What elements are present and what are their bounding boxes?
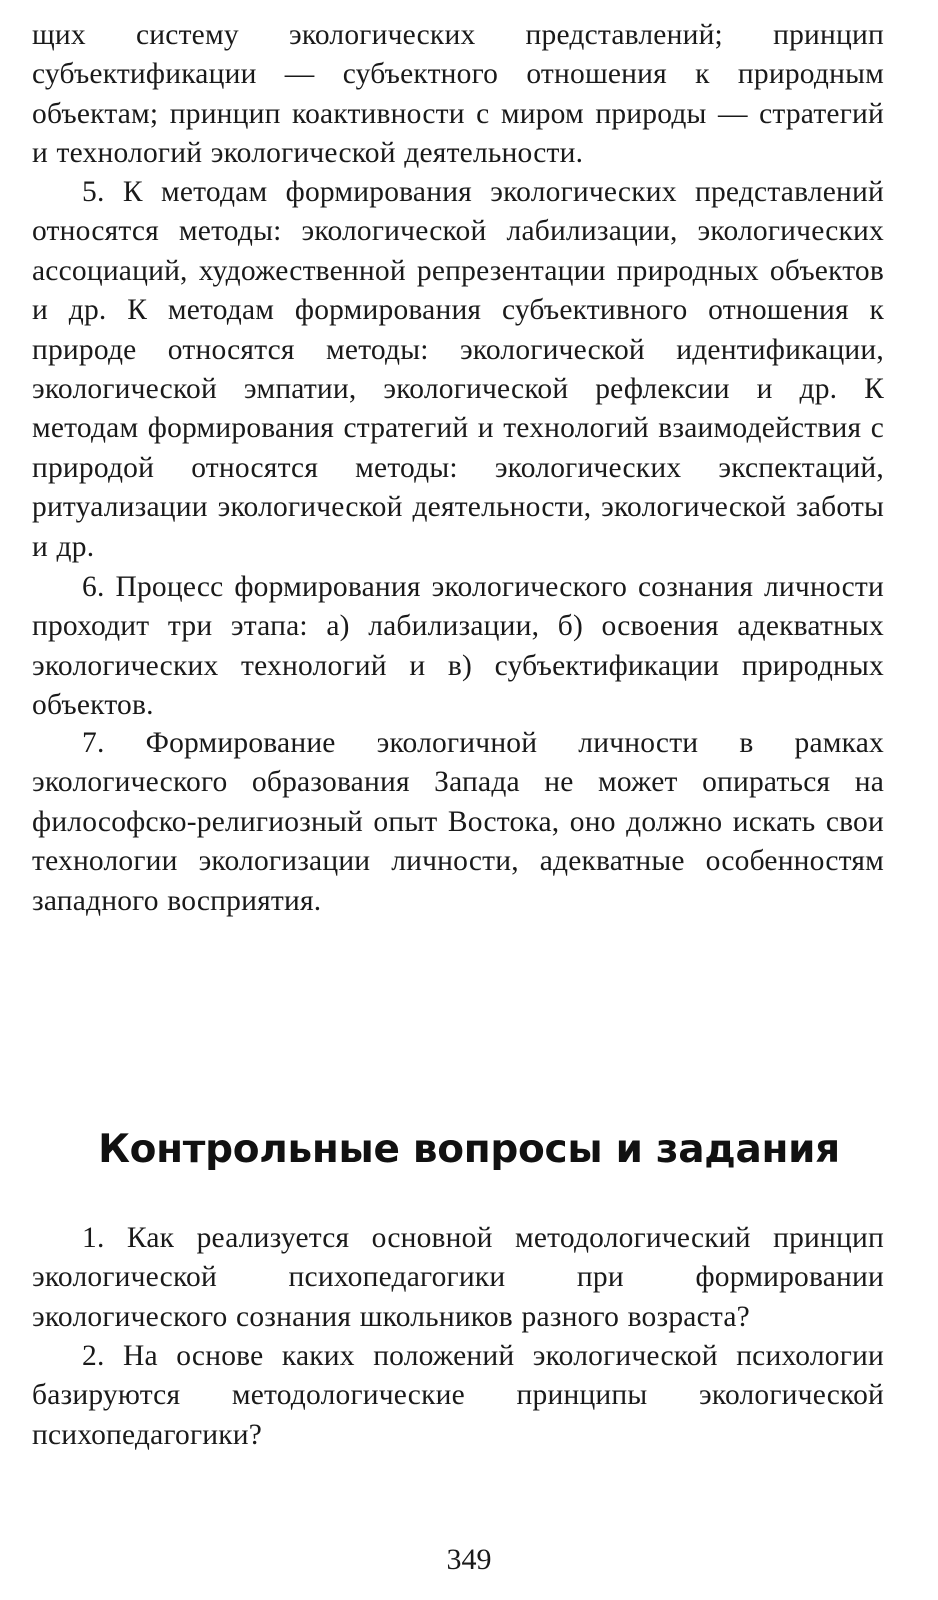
question-2: 2. На основе каких положений экологической психологии базируются методологические принципы экологической психопедагогики? (32, 1340, 884, 1451)
paragraph-item-7: 7. Формирование экологичной личности в рамках экологического образования Запада не может опираться на философско-религиозный опыт Востока, оно должно искать свои технологии экологизации личности, адекватные особенностям западного восприятия. (32, 727, 884, 917)
page-number: 349 (446, 1543, 492, 1576)
paragraph-item-5: 5. К методам формирования экологических представлений относятся методы: экологической лабилизации, экологических ассоциаций, художественной репрезентации природных объектов и др. К методам формирования субъективного отношения к природе относятся методы: экологической идентификации, экологической эмпатии, экологической рефлексии и др. К методам формирования стратегий и технологий взаимодействия с природой относятся методы: экологических экспектаций, ритуализации экологической деятельности, экологической заботы и др. (32, 176, 884, 563)
paragraph-item-6: 6. Процесс формирования экологического сознания личности проходит три этапа: а) лабилизации, б) освоения адекватных экологических технологий и в) субъектификации природных объектов. (32, 571, 884, 722)
section-heading: Контрольные вопросы и задания (98, 1127, 840, 1172)
question-1: 1. Как реализуется основной методологический принцип экологической психопедагогики при формировании экологического сознания школьников разного возраста? (32, 1222, 884, 1333)
paragraph-continuation: щих систему экологических представлений; принцип субъектификации — субъектного отношения к природным объектам; принцип коактивности с миром природы — стратегий и технологий экологической деятельности. (32, 19, 884, 170)
